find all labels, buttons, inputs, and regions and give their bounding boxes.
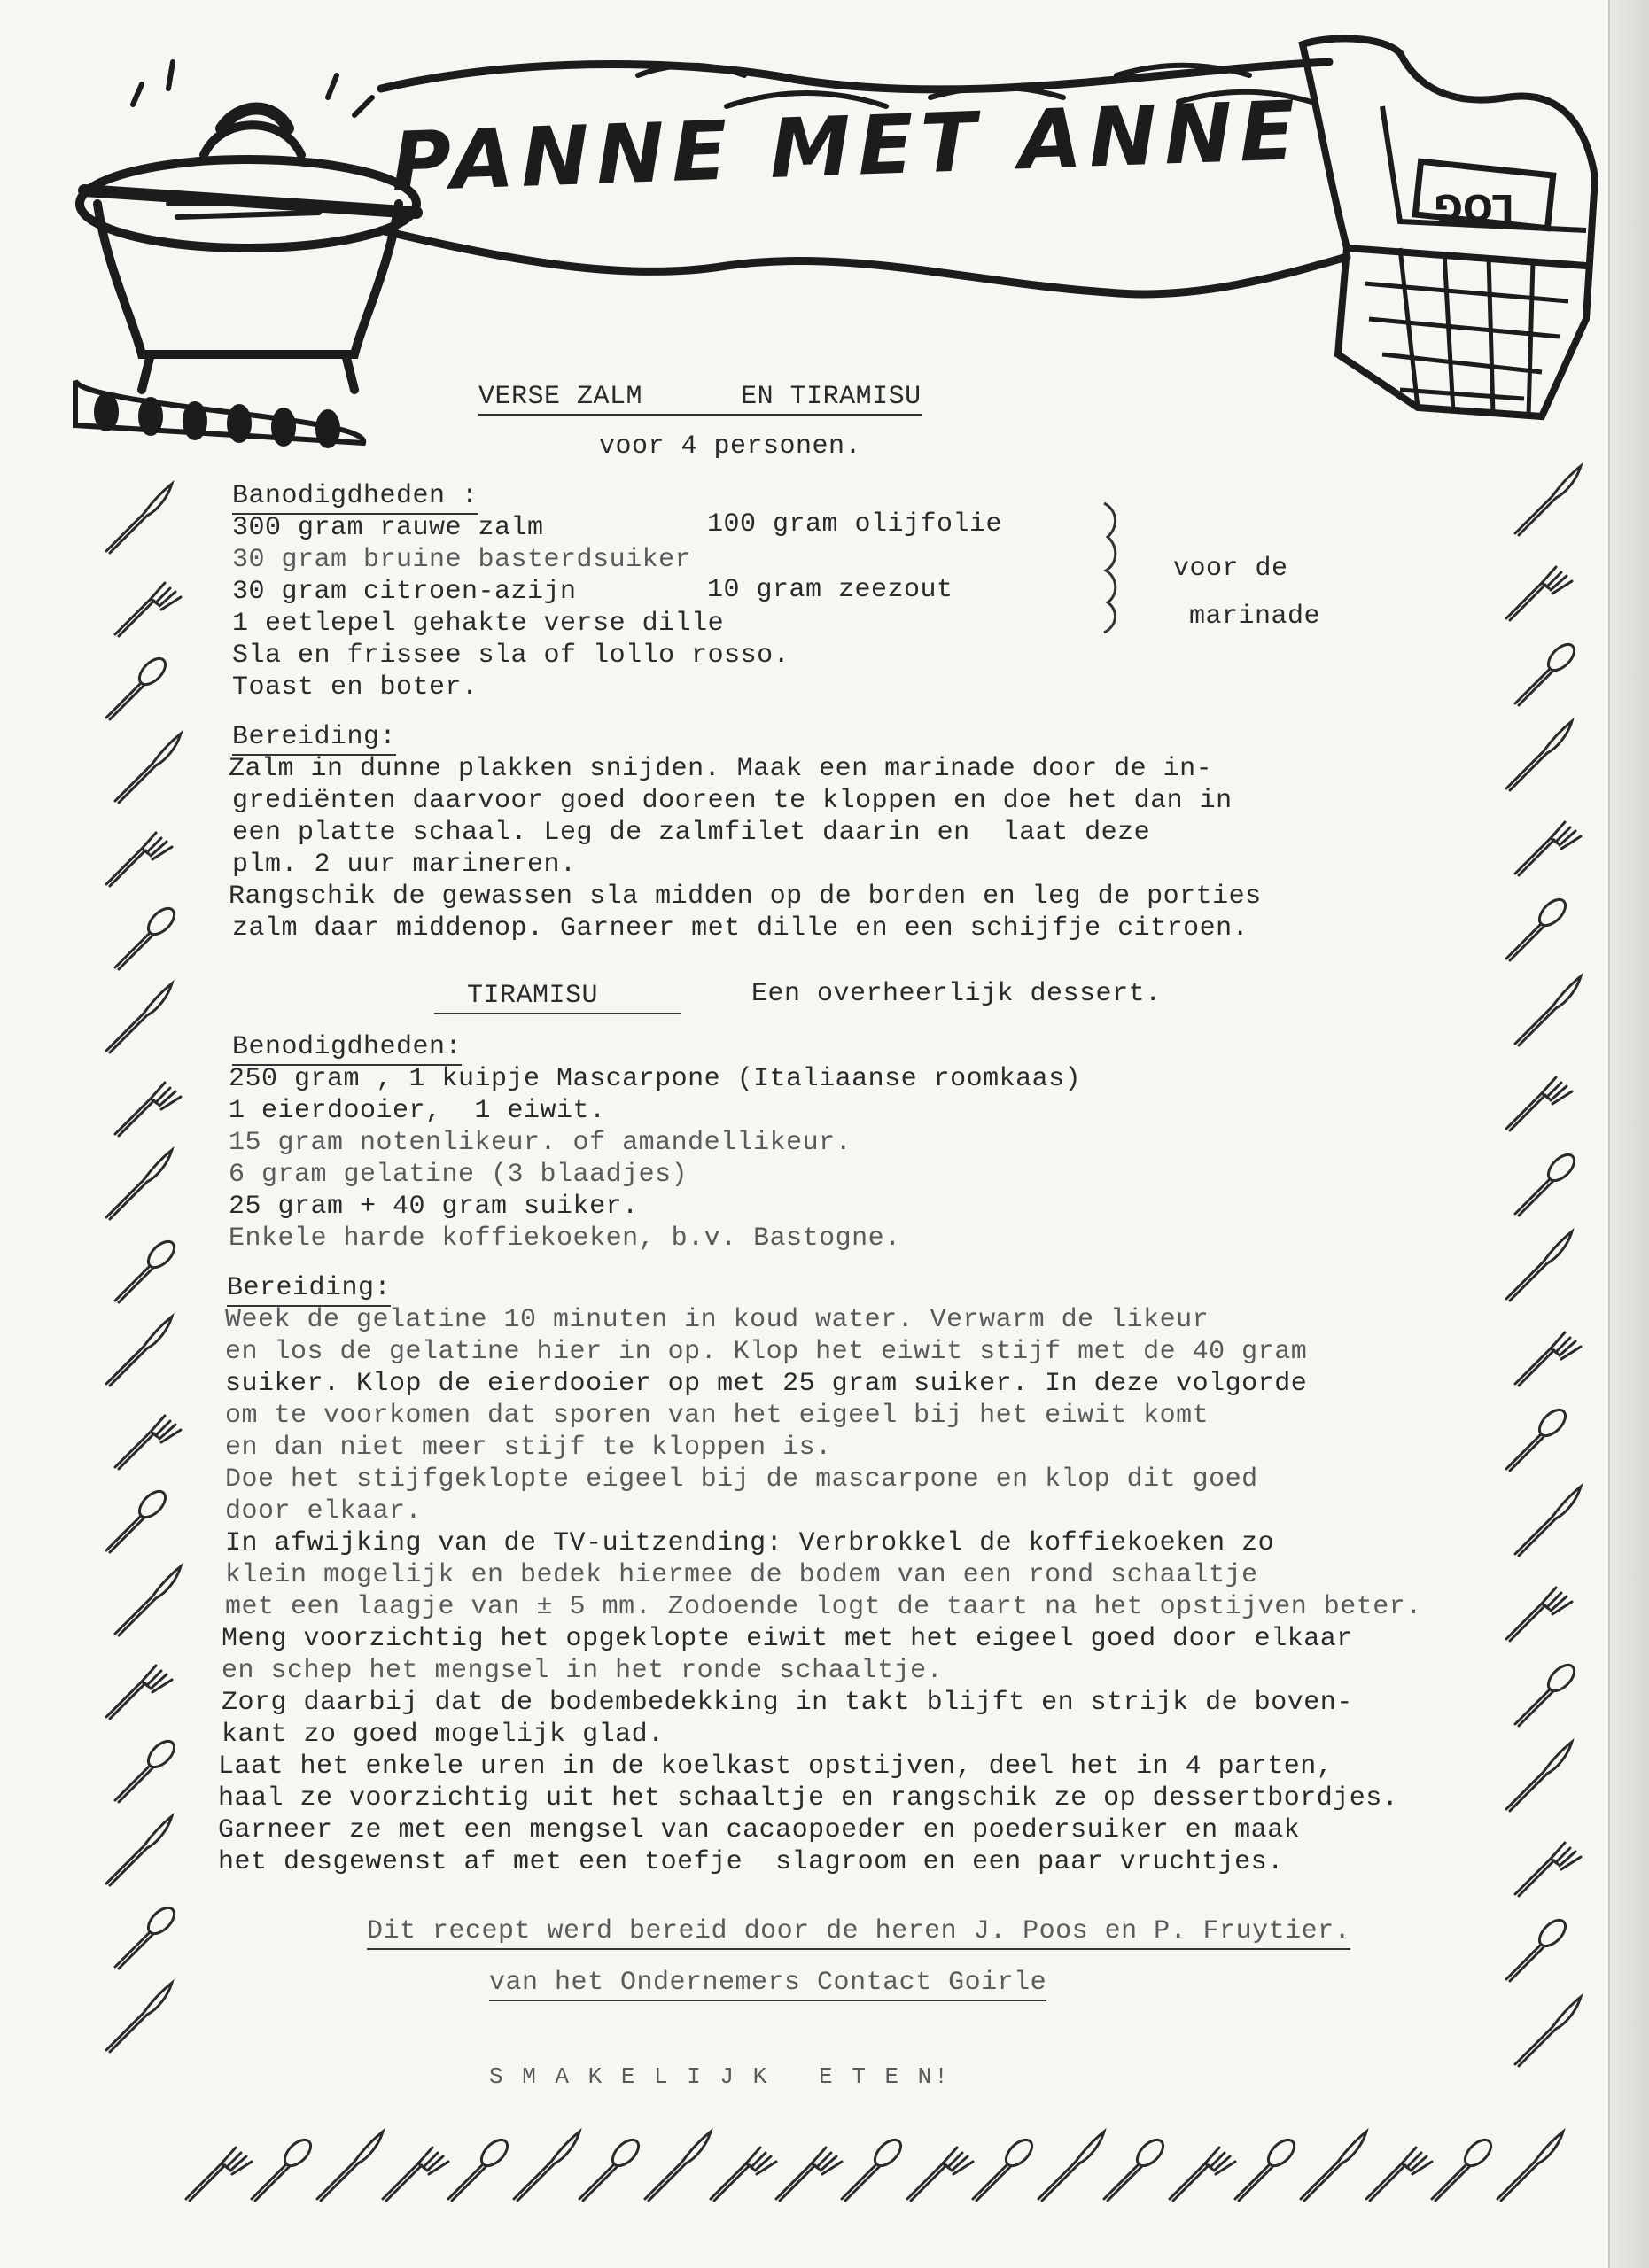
fork-icon — [1506, 801, 1586, 881]
spoon-icon — [1497, 1396, 1577, 1476]
fork-icon — [1506, 1821, 1586, 1901]
ingredient-line: 15 gram notenlikeur. of amandellikeur. — [229, 1128, 852, 1158]
spoon-icon — [106, 1728, 186, 1807]
brace-note-1: voor de — [1173, 554, 1288, 584]
knife-icon — [1489, 2126, 1568, 2206]
preparation-line: In afwijking van de TV-uitzending: Verbrokkel de koffiekoeken zo — [225, 1528, 1275, 1558]
knife-icon — [106, 728, 186, 808]
spoon-icon — [1506, 1141, 1586, 1221]
tiramisu-subtitle: Een overheerlijk dessert. — [751, 979, 1162, 1009]
preparation-line: Zalm in dunne plakken snijden. Maak een marinade door de in- — [229, 754, 1213, 784]
tiramisu-title — [434, 980, 681, 1012]
logo-title: PANNE MET ANNE — [390, 83, 1304, 210]
fork-icon — [1506, 1311, 1586, 1391]
ingredient-line: Toast en boter. — [232, 672, 478, 703]
preparation-line: en los de gelatine hier in op. Klop het eiwit stijf met de 40 gram — [225, 1337, 1308, 1367]
knife-icon — [97, 1977, 177, 2057]
ingredient-line: 6 gram gelatine (3 blaadjes) — [229, 1160, 688, 1190]
closing-greeting: S M A K E L I J K E T E N! — [489, 2063, 951, 2090]
preparation-line: suiker. Klop de eierdooier op met 25 gram suiker. In deze volgorde — [225, 1369, 1308, 1399]
servings: voor 4 personen. — [599, 431, 862, 462]
spoon-icon — [97, 645, 177, 725]
knife-icon — [97, 1145, 177, 1224]
knife-icon — [1506, 1992, 1586, 2071]
ingredient-line-col2: 100 gram olijfolie — [707, 509, 1003, 540]
knife-icon — [1497, 1736, 1577, 1816]
preparation-line: en dan niet meer stijf te kloppen is. — [225, 1433, 832, 1463]
preparation-line: door elkaar. — [225, 1496, 423, 1526]
knife-icon — [97, 478, 177, 558]
ingredient-line: 300 gram rauwe zalm — [232, 513, 544, 543]
preparation-line: klein mogelijk en bedek hiermee de bodem van een rond schaaltje — [225, 1560, 1258, 1590]
fork-icon — [97, 1644, 177, 1724]
spoon-icon — [1497, 1907, 1577, 1986]
knife-icon — [97, 1311, 177, 1391]
ingredient-line: 25 gram + 40 gram suiker. — [229, 1192, 639, 1222]
fork-icon — [106, 562, 186, 641]
apron-icon — [1303, 38, 1595, 416]
ingredients-heading-2 — [232, 1031, 462, 1063]
preparation-heading-1 — [232, 721, 396, 753]
knife-icon — [1497, 716, 1577, 796]
spoon-icon — [106, 895, 186, 975]
knife-icon — [97, 1811, 177, 1891]
knife-icon — [1506, 1481, 1586, 1561]
ingredient-line: Enkele harde koffiekoeken, b.v. Bastogne. — [229, 1223, 901, 1254]
preparation-line: een platte schaal. Leg de zalmfilet daarin en laat deze — [232, 818, 1151, 848]
preparation-line: het desgewenst af met een toefje slagroom en een paar vruchtjes. — [218, 1847, 1284, 1877]
ingredients-heading-1-text: Banodigdheden : — [232, 481, 478, 515]
preparation-line: Laat het enkele uren in de koelkast opstijven, deel het in 4 parten, — [218, 1751, 1334, 1782]
flame-icons — [75, 381, 363, 448]
preparation-line: zalm daar middenop. Garneer met dille en een schijfje citroen. — [232, 913, 1249, 944]
knife-icon — [1506, 461, 1586, 540]
title-part-2: EN TIRAMISU — [741, 382, 922, 416]
preparation-heading-2 — [227, 1272, 391, 1304]
spoon-icon — [1506, 1651, 1586, 1731]
preparation-heading-1-text: Bereiding: — [232, 722, 396, 756]
spoon-icon — [97, 1478, 177, 1557]
brace-note-2: marinade — [1189, 602, 1321, 632]
spoon-icon — [106, 1894, 186, 1974]
preparation-heading-2-text: Bereiding: — [227, 1273, 391, 1307]
preparation-line: haal ze voorzichtig uit het schaaltje en rangschik ze op dessertbordjes. — [218, 1783, 1399, 1814]
cooking-pot-icon — [80, 62, 416, 390]
ingredients-heading-1 — [232, 480, 478, 512]
ingredient-line-col2: 10 gram zeezout — [707, 575, 953, 605]
recipe-title — [478, 381, 922, 413]
credit-line-2-text: van het Ondernemers Contact Goirle — [489, 1968, 1046, 2001]
ingredient-line: 30 gram bruine basterdsuiker — [232, 545, 692, 575]
ingredient-line: 1 eetlepel gehakte verse dille — [232, 609, 725, 639]
preparation-line: Doe het stijfgeklopte eigeel bij de mascarpone en klop dit goed — [225, 1464, 1258, 1495]
ingredient-line: 30 gram citroen-azijn — [232, 577, 577, 607]
preparation-line: kant zo goed mogelijk glad. — [222, 1720, 665, 1750]
preparation-line: grediënten daarvoor goed dooreen te kloppen en doe het dan in — [232, 786, 1233, 816]
spoon-icon — [106, 1228, 186, 1308]
fork-icon — [97, 812, 177, 891]
preparation-line: met een laagje van ± 5 mm. Zodoende logt de taart na het opstijven beter. — [225, 1592, 1422, 1622]
preparation-line: Zorg daarbij dat de bodembedekking in takt blijft en strijk de boven- — [222, 1688, 1353, 1718]
ingredients-heading-2-text: Benodigdheden: — [232, 1032, 462, 1066]
preparation-line: en schep het mengsel in het ronde schaaltje. — [222, 1656, 944, 1686]
knife-icon — [106, 1561, 186, 1641]
spoon-icon — [1497, 886, 1577, 966]
knife-icon — [1506, 971, 1586, 1051]
fork-icon — [106, 1061, 186, 1141]
preparation-line: Rangschik de gewassen sla midden op de borden en leg de porties — [229, 882, 1262, 912]
knife-icon — [1497, 1226, 1577, 1306]
fork-icon — [1497, 1056, 1577, 1136]
fork-icon — [1497, 1566, 1577, 1646]
ingredient-line: Sla en frissee sla of lollo rosso. — [232, 641, 790, 671]
knife-icon — [97, 978, 177, 1058]
ingredient-line: 250 gram , 1 kuipje Mascarpone (Italiaanse roomkaas) — [229, 1064, 1082, 1094]
ingredient-line: 1 eierdooier, 1 eiwit. — [229, 1096, 606, 1126]
apron-label: LOG — [1434, 186, 1514, 227]
preparation-line: om te voorkomen dat sporen van het eigeel bij het eiwit komt — [225, 1401, 1210, 1431]
credit-line-1 — [367, 1915, 1350, 1947]
preparation-line: plm. 2 uur marineren. — [232, 850, 577, 880]
spoon-icon — [1506, 631, 1586, 711]
fork-icon — [106, 1394, 186, 1474]
title-part-1: VERSE ZALM — [478, 382, 642, 416]
credit-line-1-text: Dit recept werd bereid door de heren J. Poos en P. Fruytier. — [367, 1916, 1350, 1950]
preparation-line: Meng voorzichtig het opgeklopte eiwit met het eigeel goed door elkaar — [222, 1624, 1353, 1654]
tiramisu-title-text: TIRAMISU — [467, 981, 598, 1014]
preparation-line: Week de gelatine 10 minuten in koud water. Verwarm de likeur — [225, 1305, 1210, 1335]
fork-icon — [1497, 546, 1577, 625]
marinade-brace — [1099, 501, 1125, 634]
credit-line-2 — [489, 1967, 1046, 1999]
preparation-line: Garneer ze met een mengsel van cacaopoeder en poedersuiker en maak — [218, 1815, 1301, 1845]
